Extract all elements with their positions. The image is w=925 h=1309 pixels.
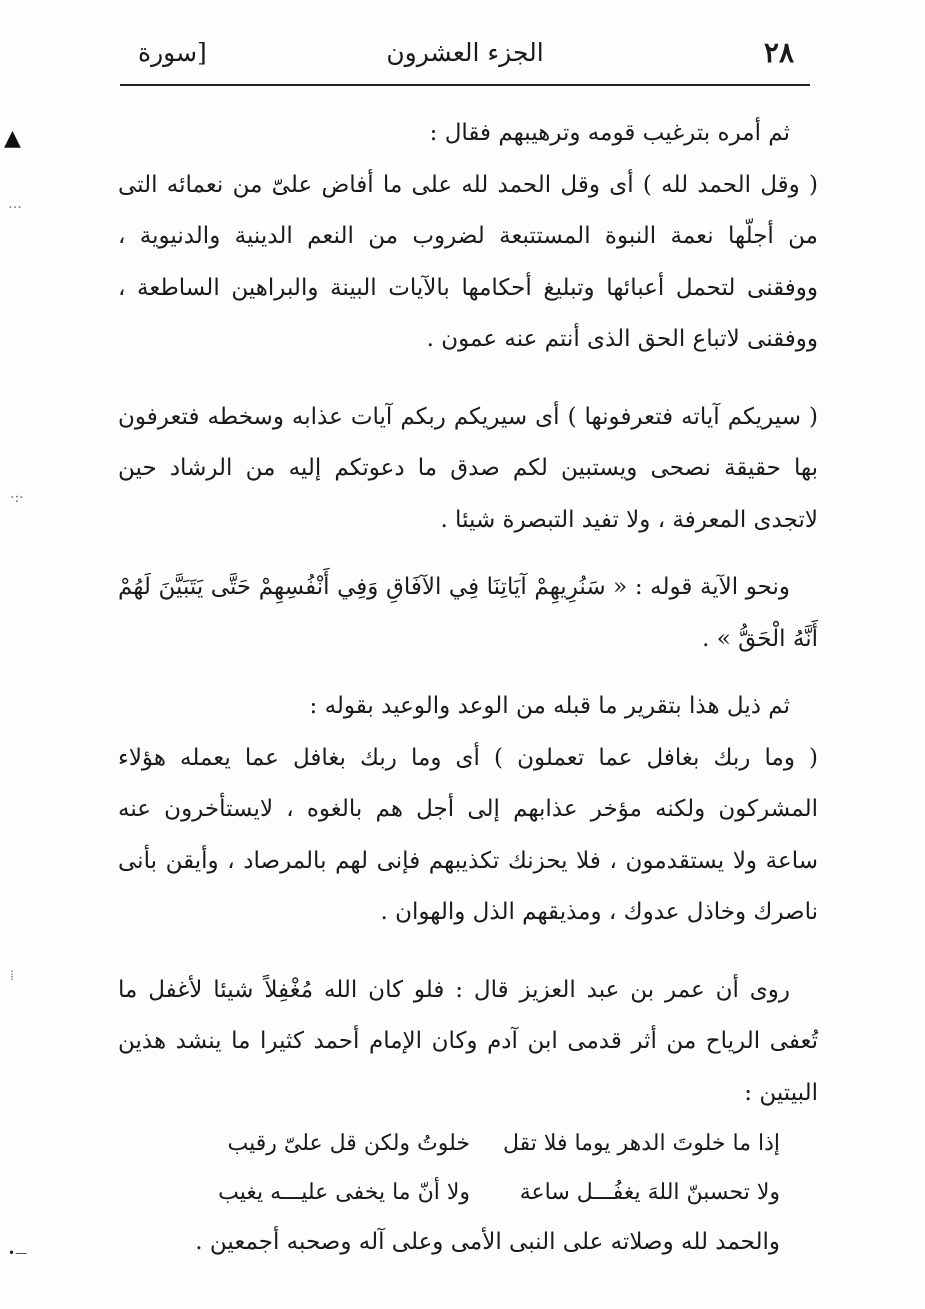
scan-speck: ·:· — [10, 490, 24, 506]
scan-speck: ⁞ — [10, 968, 14, 984]
poem-verse — [118, 1119, 818, 1168]
paragraph: ( وما ربك بغافل عما تعملون ) أى وما ربك بغافل عما يعمله هؤلاء المشركون ولكنه مؤخر عذابهم إلى أجل هم بالغوه ، لايستأخرون عنه ساعة ولا يستقدمون ، فلا يحزنك تكذيبهم فإنى لهم بالمرصاد ، وأيقن بأنى ناصرك وخاذل عدوك ، ومذيقهم الذل والهوان . — [118, 744, 818, 925]
paragraph: ثم أمره بترغيب قومه وترهيبهم فقال : — [429, 120, 790, 146]
running-title: الجزء العشرون — [386, 38, 544, 67]
poem-verse — [118, 1168, 818, 1217]
scan-speck: … — [8, 196, 22, 212]
poem-hemistich: ولا أنّ ما يخفى عليـــه يغيب — [218, 1180, 470, 1205]
page-number: ٢٨ — [763, 36, 794, 69]
paragraph: ( سيريكم آياته فتعرفونها ) أى سيريكم ربكم آيات عذابه وسخطه فتعرفون بها حقيقة نصحى ويستبين لكم صدق ما دعوتكم إليه من الرشاد حين لاتجدى المعرفة ، ولا تفيد التبصرة شيئا . — [118, 403, 818, 533]
quran-quote-paragraph: ونحو الآية قوله : « سَنُرِيهِمْ آيَاتِنَا فِي الآفَاقِ وَفِي أَنْفُسِهِمْ حَتَّى يَتَبَيَّنَ لَهُمْ أَنَّهُ الْحَقُّ » . — [118, 574, 818, 652]
scan-speck: ▲ — [4, 126, 21, 151]
closing-line: والحمد لله وصلاته على النبى الأمى وعلى آله وصحبه أجمعين . — [195, 1229, 780, 1255]
poem-hemistich: ولا تحسبنّ اللهَ يغفُـــل ساعة — [519, 1180, 780, 1205]
surah-label: [سورة — [138, 38, 207, 67]
page-header — [120, 30, 810, 80]
header-rule — [120, 84, 810, 86]
scan-speck: •— — [8, 1246, 28, 1260]
paragraph: ثم ذيل هذا بتقرير ما قبله من الوعد والوعيد بقوله : — [309, 693, 790, 719]
body-text — [118, 108, 818, 1269]
poem-hemistich: إذا ما خلوتَ الدهر يوما فلا تقل — [502, 1131, 780, 1156]
paragraph: روى أن عمر بن عبد العزيز قال : فلو كان الله مُغْفِلاً شيئا لأغفل ما تُعفى الرياح من أثر قدمى ابن آدم وكان الإمام أحمد كثيرا ما ينشد هذين البيتين : — [118, 976, 818, 1106]
poem-hemistich: خلوتُ ولكن قل علىّ رقيب — [227, 1131, 470, 1156]
paragraph: ( وقل الحمد لله ) أى وقل الحمد لله على ما أفاض علىّ من نعمائه التى من أجلّها نعمة النبوة المستتبعة لضروب من النعم الدينية والدنيوية ، ووفقنى لتحمل أعبائها وتبليغ أحكامها بالآيات البينة والبراهين الساطعة ، ووفقنى لاتباع الحق الذى أنتم عنه عمون . — [118, 171, 818, 352]
